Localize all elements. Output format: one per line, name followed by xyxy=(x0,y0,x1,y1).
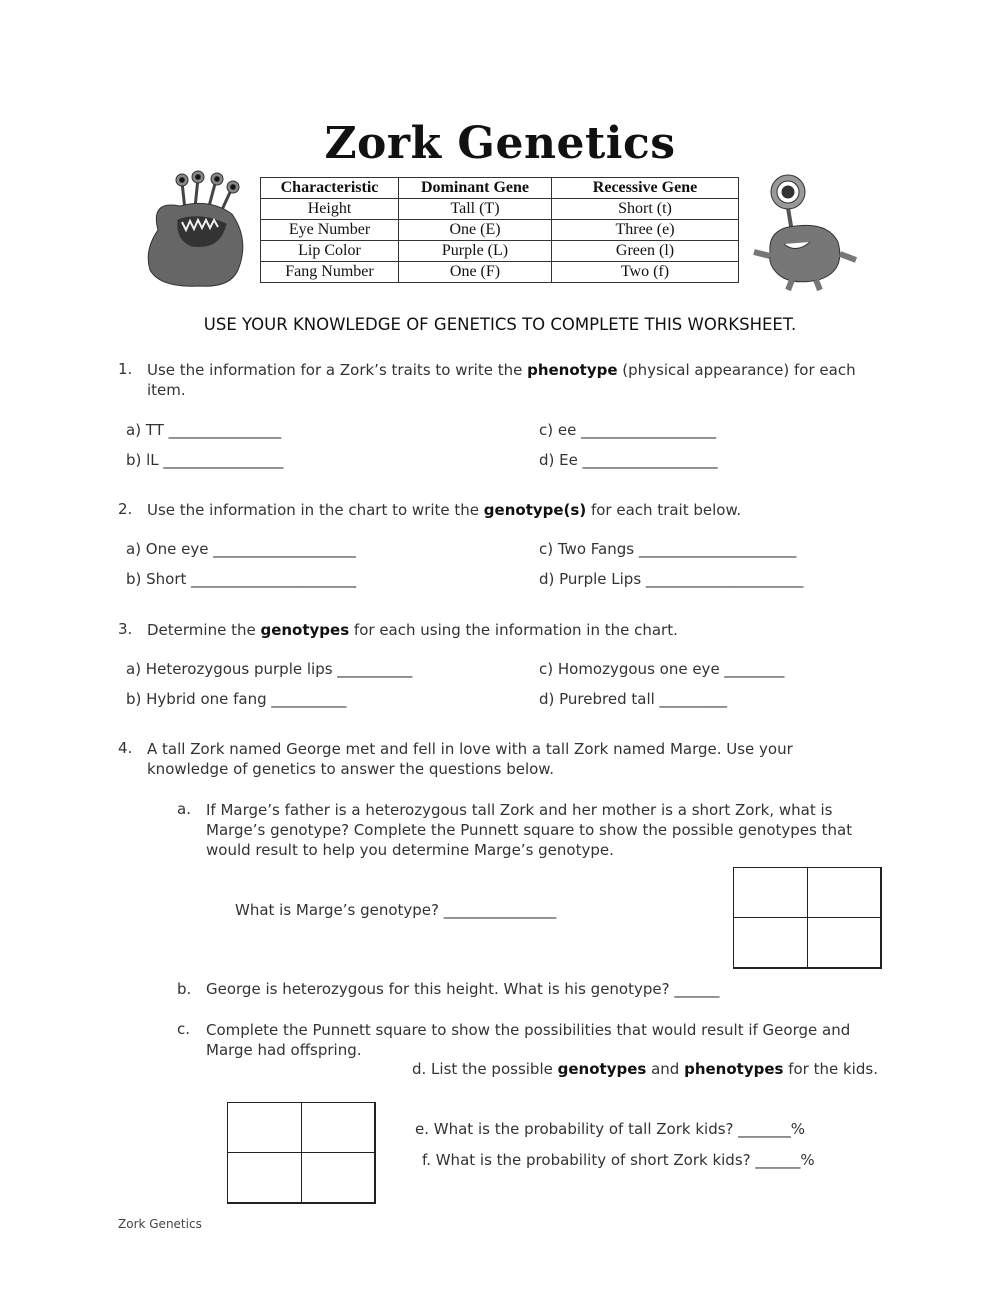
page-title: Zork Genetics xyxy=(324,118,676,169)
table-header-row xyxy=(261,178,739,199)
subquestion-label: a. xyxy=(177,800,191,818)
table-header: Dominant Gene xyxy=(399,178,552,199)
question-number: 1. xyxy=(118,360,133,378)
answer-item[interactable]: b) lL ________________ xyxy=(126,451,284,469)
answer-item[interactable]: b) Short ______________________ xyxy=(126,570,357,588)
answer-item[interactable]: e. What is the probability of tall Zork kids? _______% xyxy=(415,1120,806,1138)
question-3-text xyxy=(147,620,887,640)
answer-item[interactable]: c) ee __________________ xyxy=(539,421,717,439)
table-row xyxy=(261,262,739,283)
question-keyword: genotypes xyxy=(260,621,350,639)
punnett-cell[interactable] xyxy=(807,867,882,918)
answer-item[interactable]: a) TT _______________ xyxy=(126,421,282,439)
table-row xyxy=(261,220,739,241)
question-4-text: A tall Zork named George met and fell in love with a tall Zork named Marge. Use your knowledge of genetics to answer the questions below. xyxy=(147,740,793,778)
question-text: d. List the possible xyxy=(412,1060,558,1078)
question-keyword: genotypes xyxy=(557,1060,647,1078)
table-cell: Green (l) xyxy=(552,241,739,262)
answer-item[interactable]: d) Ee __________________ xyxy=(539,451,718,469)
question-text: (physical appearance) for each item. xyxy=(147,361,856,399)
table-cell: Fang Number xyxy=(261,262,399,283)
table-row xyxy=(261,199,739,220)
page-footer: Zork Genetics xyxy=(118,1217,202,1231)
punnett-cell[interactable] xyxy=(733,867,808,918)
question-text: for each using the information in the chart. xyxy=(349,621,678,639)
question-text: for each trait below. xyxy=(586,501,742,519)
table-cell: Lip Color xyxy=(261,241,399,262)
punnett-square[interactable] xyxy=(733,867,881,968)
punnett-square[interactable] xyxy=(227,1102,375,1203)
question-text: Use the information in the chart to write the xyxy=(147,501,484,519)
answer-item[interactable]: George is heterozygous for this height. What is his genotype? ______ xyxy=(206,980,720,998)
punnett-cell[interactable] xyxy=(733,917,808,969)
table-cell: One (F) xyxy=(399,262,552,283)
table-cell: One (E) xyxy=(399,220,552,241)
question-text: for the kids. xyxy=(783,1060,878,1078)
answer-item[interactable]: a) Heterozygous purple lips __________ xyxy=(126,660,413,678)
question-2-text xyxy=(147,500,887,520)
table-row xyxy=(261,241,739,262)
question-text: and xyxy=(646,1060,685,1078)
subquestion-label: b. xyxy=(177,980,192,998)
furry-monster-icon xyxy=(140,170,250,290)
table-header: Recessive Gene xyxy=(552,178,739,199)
table-cell: Three (e) xyxy=(552,220,739,241)
question-number: 4. xyxy=(118,739,133,757)
punnett-cell[interactable] xyxy=(227,1102,302,1153)
subquestion-d-text xyxy=(412,1060,878,1078)
answer-item[interactable]: b) Hybrid one fang __________ xyxy=(126,690,347,708)
answer-item[interactable]: c) Two Fangs _____________________ xyxy=(539,540,797,558)
table-cell: Eye Number xyxy=(261,220,399,241)
question-1-text xyxy=(147,360,887,400)
answer-item[interactable]: What is Marge’s genotype? _______________ xyxy=(235,901,557,919)
question-keyword: genotype(s) xyxy=(483,501,587,519)
punnett-cell[interactable] xyxy=(227,1152,302,1204)
table-cell: Two (f) xyxy=(552,262,739,283)
question-text: Use the information for a Zork’s traits to write the xyxy=(147,361,528,379)
answer-item[interactable]: c) Homozygous one eye ________ xyxy=(539,660,785,678)
punnett-cell[interactable] xyxy=(807,917,882,969)
one-eyed-alien-icon xyxy=(748,172,863,292)
question-number: 2. xyxy=(118,500,133,518)
table-cell: Height xyxy=(261,199,399,220)
traits-table xyxy=(260,177,739,283)
subquestion-c-text: Complete the Punnett square to show the possibilities that would result if George and Marge had offspring. xyxy=(206,1021,851,1059)
table-cell: Tall (T) xyxy=(399,199,552,220)
question-keyword: phenotypes xyxy=(684,1060,784,1078)
answer-item[interactable]: f. What is the probability of short Zork kids? ______% xyxy=(422,1151,815,1169)
question-text: Determine the xyxy=(147,621,261,639)
subquestion-a-text: If Marge’s father is a heterozygous tall Zork and her mother is a short Zork, what is Marge’s genotype? Complete the Punnett square to show the possible genotypes that would result to help you determine Marge’s genotype. xyxy=(206,801,853,859)
answer-item[interactable]: d) Purple Lips _____________________ xyxy=(539,570,804,588)
table-cell: Purple (L) xyxy=(399,241,552,262)
table-header: Characteristic xyxy=(261,178,399,199)
answer-item[interactable]: d) Purebred tall _________ xyxy=(539,690,728,708)
punnett-cell[interactable] xyxy=(301,1102,376,1153)
table-cell: Short (t) xyxy=(552,199,739,220)
subquestion-label: c. xyxy=(177,1020,191,1038)
instruction-heading: USE YOUR KNOWLEDGE OF GENETICS TO COMPLETE THIS WORKSHEET. xyxy=(203,315,797,334)
question-keyword: phenotype xyxy=(527,361,618,379)
answer-item[interactable]: a) One eye ___________________ xyxy=(126,540,356,558)
question-number: 3. xyxy=(118,620,133,638)
punnett-cell[interactable] xyxy=(301,1152,376,1204)
